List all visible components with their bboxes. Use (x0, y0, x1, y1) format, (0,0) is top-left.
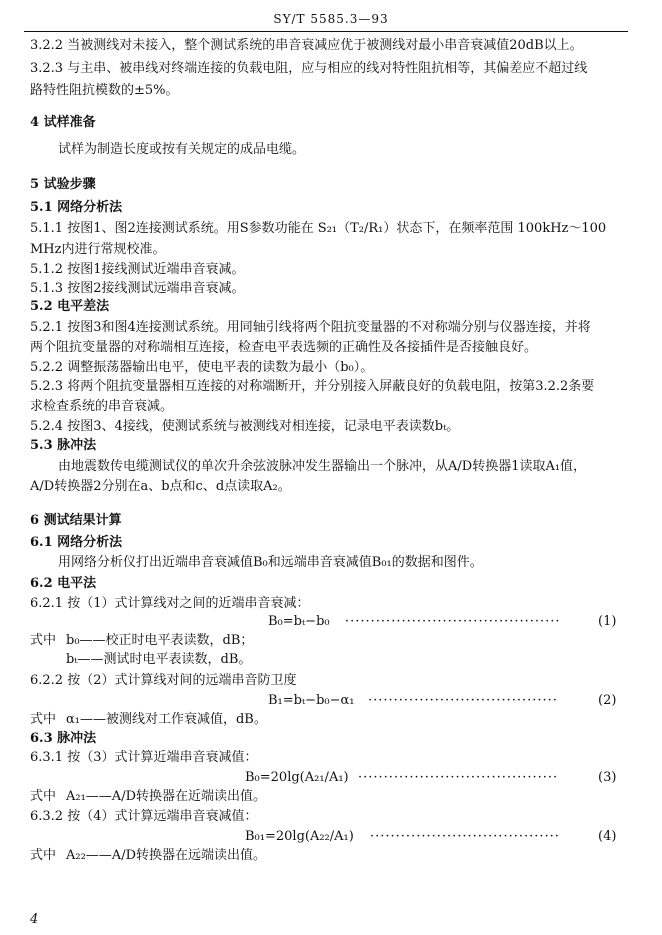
equation-4-number: (4) (598, 829, 617, 844)
clause-5-2-4: 5.2.4 按图3、4接线，使测试系统与被测线对相连接，记录电平表读数bₜ。 (30, 419, 460, 434)
section-5-3-text-line1: 由地震数传电缆测试仪的单次升余弦波脉冲发生器输出一个脉冲，从A/D转换器1读取A₁值， (58, 459, 587, 474)
section-6-heading: 6 测试结果计算 (30, 513, 122, 528)
equation-3-number: (3) (598, 770, 617, 785)
section-5-heading: 5 试验步骤 (30, 177, 96, 192)
clause-3-2-2: 3.2.2 当被测线对未接入，整个测试系统的串音衰减应优于被测线对最小串音衰减值20dB以上。 (30, 38, 583, 53)
variable-alpha1-definition: α₁——被测线对工作衰减值，dB。 (66, 712, 267, 727)
where-label: 式中 (30, 633, 57, 648)
section-5-2-heading: 5.2 电平差法 (30, 299, 110, 314)
clause-3-2-3-line2: 路特性阻抗模数的±5%。 (30, 83, 179, 98)
section-6-1-text: 用网络分析仪打出近端串音衰减值B₀和远端串音衰减值B₀₁的数据和图件。 (58, 555, 483, 570)
section-4-heading: 4 试样准备 (30, 115, 96, 130)
section-6-2-heading: 6.2 电平法 (30, 576, 97, 591)
clause-5-1-1-line1: 5.1.1 按图1、图2连接测试系统。用S参数功能在 S₂₁（T₂/R₁）状态下，在频率范围 100kHz～100 (30, 221, 607, 236)
equation-2: B₁=bₜ−b₀−α₁ (268, 693, 355, 708)
leader-dots: ····································· (370, 829, 560, 844)
page-number: 4 (30, 912, 39, 927)
where-label: 式中 (30, 789, 57, 804)
clause-3-2-3-line1: 3.2.3 与主串、被串线对终端连接的负载电阻，应与相应的线对特性阻抗相等，其偏差应不超过线 (30, 61, 588, 76)
clause-5-1-1-line2: MHz内进行常规校准。 (30, 242, 166, 257)
section-6-3-heading: 6.3 脉冲法 (30, 731, 97, 746)
section-5-3-text-line2: A/D转换器2分别在a、b点和c、d点读取A₂。 (30, 479, 291, 494)
clause-5-1-2: 5.1.2 按图1接线测试近端串音衰减。 (30, 262, 245, 277)
section-6-1-heading: 6.1 网络分析法 (30, 535, 123, 550)
clause-5-1-3: 5.1.3 按图2接线测试远端串音衰减。 (30, 281, 245, 296)
clause-5-2-3-line2: 求检查系统的串音衰减。 (30, 399, 174, 414)
variable-a22-definition: A₂₂——A/D转换器在远端读出值。 (66, 848, 267, 863)
clause-6-3-1: 6.3.1 按（3）式计算近端串音衰减值： (30, 750, 258, 765)
section-4-text: 试样为制造长度或按有关规定的成品电缆。 (58, 142, 306, 157)
section-5-1-heading: 5.1 网络分析法 (30, 200, 123, 215)
clause-5-2-1-line2: 两个阻抗变量器的对称端相互连接，检查电平表选频的正确性及各接插件是否接触良好。 (30, 340, 538, 355)
equation-1: B₀=bₜ−b₀ (268, 614, 330, 629)
clause-6-2-1: 6.2.1 按（1）式计算线对之间的近端串音衰减： (30, 596, 310, 611)
leader-dots: ····································· (368, 693, 558, 708)
equation-3: B₀=20lg(A₂₁/A₁) (245, 770, 349, 785)
equation-1-number: (1) (598, 614, 617, 629)
equation-2-number: (2) (598, 693, 617, 708)
variable-bt-definition: bₜ——测试时电平表读数，dB。 (66, 652, 252, 667)
clause-6-2-2: 6.2.2 按（2）式计算线对间的远端串音防卫度 (30, 673, 297, 688)
document-code-header: SY/T 5585.3—93 (273, 12, 389, 26)
clause-5-2-1-line1: 5.2.1 按图3和图4连接测试系统。用同轴引线将两个阻抗变量器的不对称端分别与仪器连接，并将 (30, 320, 591, 335)
where-label: 式中 (30, 712, 57, 727)
clause-6-3-2: 6.3.2 按（4）式计算远端串音衰减值： (30, 809, 258, 824)
section-5-3-heading: 5.3 脉冲法 (30, 438, 97, 453)
variable-b0-definition: b₀——校正时电平表读数，dB； (66, 633, 254, 648)
leader-dots: ·········································· (345, 614, 561, 629)
variable-a21-definition: A₂₁——A/D转换器在近端读出值。 (66, 789, 267, 804)
where-label: 式中 (30, 848, 57, 863)
clause-5-2-2: 5.2.2 调整振荡器输出电平，使电平表的读数为最小（b₀）。 (30, 360, 374, 375)
leader-dots: ······································· (358, 770, 559, 785)
equation-4: B₀₁=20lg(A₂₂/A₁) (245, 829, 354, 844)
clause-5-2-3-line1: 5.2.3 将两个阻抗变量器相互连接的对称端断开，并分别接入屏蔽良好的负载电阻，按第3.2.2条要 (30, 379, 595, 394)
header-rule (24, 31, 628, 32)
